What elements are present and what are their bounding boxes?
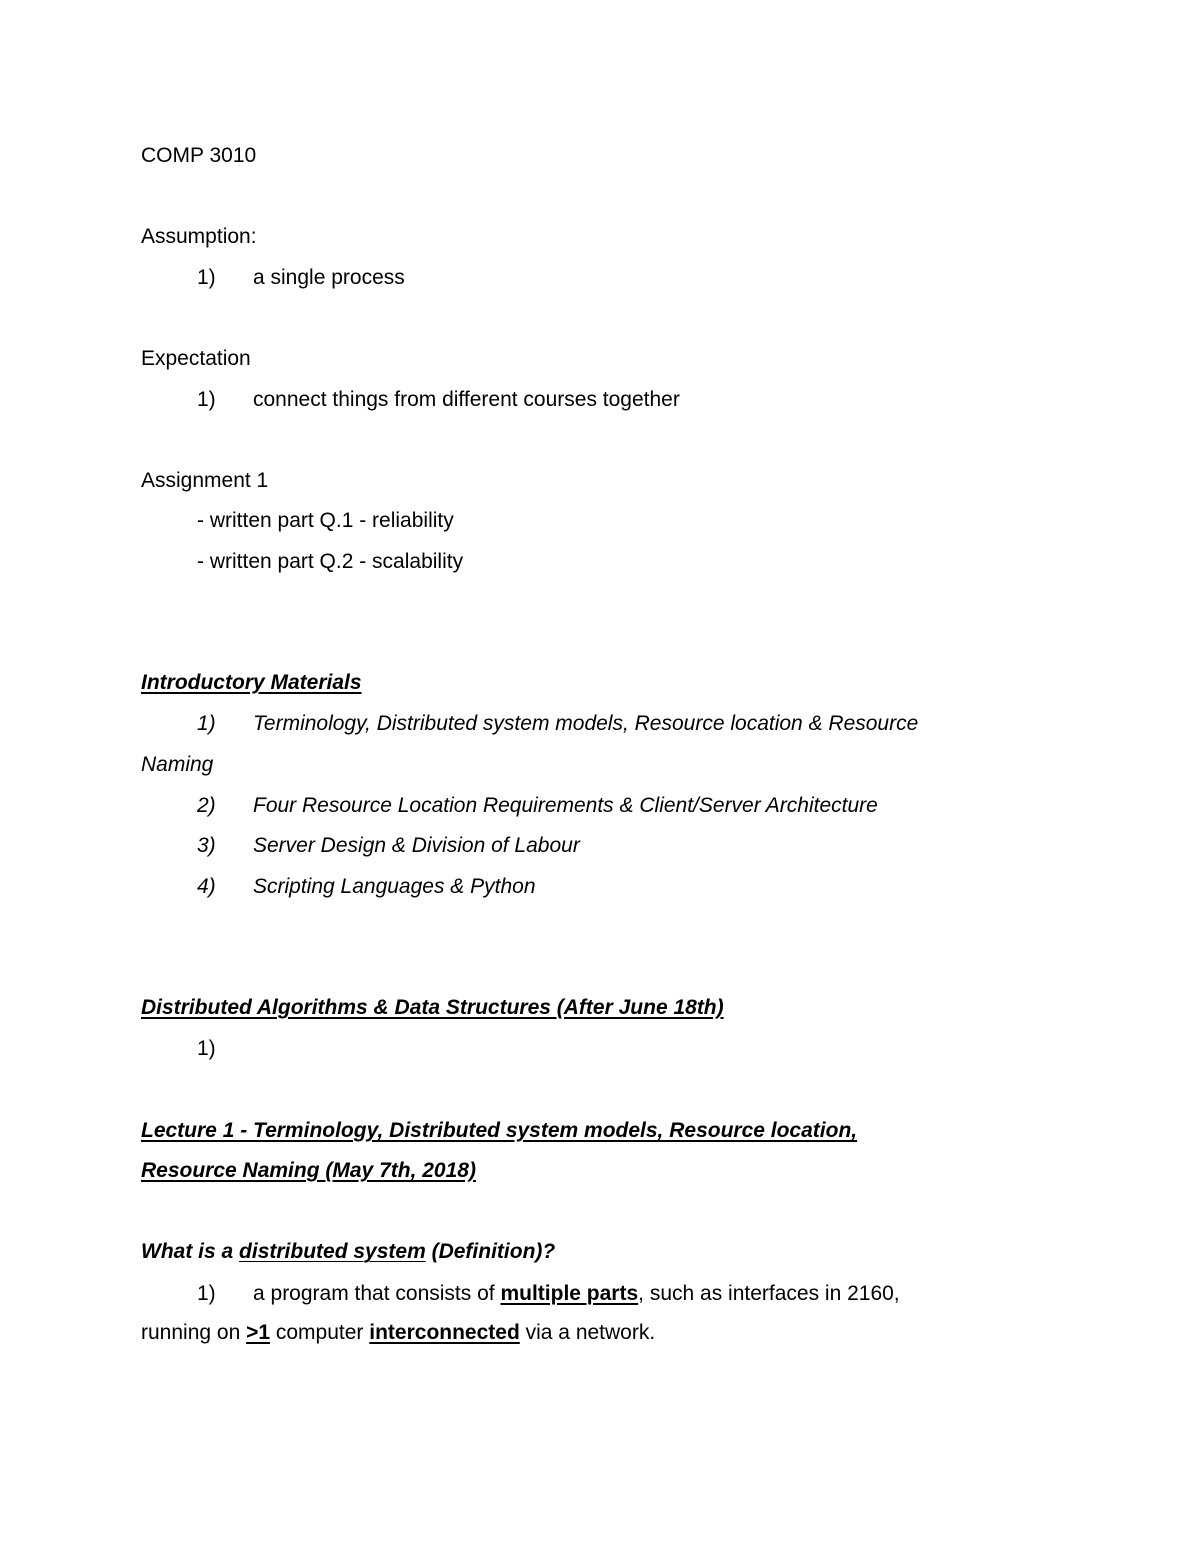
- definition-emphasis: >1: [246, 1321, 271, 1344]
- assumption-heading: Assumption:: [141, 225, 257, 248]
- intro-item-number: 1): [197, 712, 216, 735]
- definition-item-line1: [253, 1281, 900, 1307]
- definition-text: computer: [270, 1321, 370, 1344]
- lecture1-heading-line2: Resource Naming (May 7th, 2018): [141, 1159, 476, 1182]
- distributed-algorithms-heading: Distributed Algorithms & Data Structures (After June 18th): [141, 996, 724, 1019]
- expectation-item-text: connect things from different courses together: [253, 388, 680, 411]
- intro-item-number: 4): [197, 875, 216, 898]
- assumption-item-text: a single process: [253, 266, 405, 289]
- intro-item-text: Server Design & Division of Labour: [253, 834, 580, 857]
- intro-item-text: Terminology, Distributed system models, Resource location & Resource: [253, 712, 919, 735]
- definition-item-line2: [141, 1320, 655, 1346]
- definition-text: running on: [141, 1321, 247, 1344]
- intro-materials-heading: Introductory Materials: [141, 671, 362, 694]
- course-code: COMP 3010: [141, 144, 257, 167]
- distributed-algorithms-item-number: 1): [197, 1037, 216, 1060]
- intro-item-text: Four Resource Location Requirements & Client/Server Architecture: [253, 794, 878, 817]
- definition-emphasis: interconnected: [369, 1321, 520, 1344]
- intro-item-number: 3): [197, 834, 216, 857]
- assignment-heading: Assignment 1: [141, 469, 269, 492]
- definition-emphasis: multiple parts: [500, 1282, 639, 1305]
- definition-question-suffix: (Definition)?: [425, 1240, 556, 1263]
- intro-item-text: Scripting Languages & Python: [253, 875, 536, 898]
- definition-text: a program that consists of: [253, 1282, 501, 1305]
- intro-item-number: 2): [197, 794, 216, 817]
- lecture1-heading-line1: Lecture 1 - Terminology, Distributed system models, Resource location,: [141, 1119, 858, 1142]
- definition-question: [141, 1239, 555, 1265]
- definition-item-number: 1): [197, 1282, 216, 1305]
- assignment-item: - written part Q.2 - scalability: [197, 550, 464, 573]
- intro-item-continuation: Naming: [141, 753, 214, 776]
- assumption-item-number: 1): [197, 266, 216, 289]
- definition-question-term: distributed system: [239, 1240, 426, 1263]
- definition-text: via a network.: [519, 1321, 656, 1344]
- definition-text: , such as interfaces in 2160,: [638, 1282, 900, 1305]
- expectation-item-number: 1): [197, 388, 216, 411]
- assignment-item: - written part Q.1 - reliability: [197, 509, 454, 532]
- definition-question-prefix: What is a: [141, 1240, 240, 1263]
- expectation-heading: Expectation: [141, 347, 251, 370]
